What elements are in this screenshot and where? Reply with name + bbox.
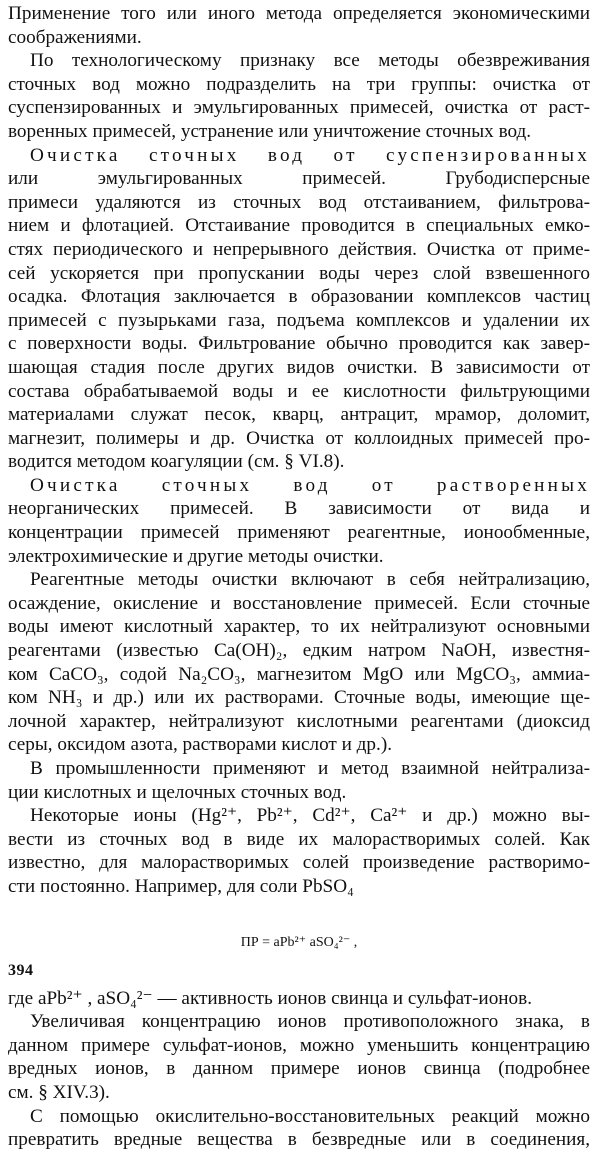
paragraph-intro — [8, 2, 590, 49]
text-line: стях периодического и непрерывного действия. Очистка от приме- — [8, 238, 590, 260]
section-dissolved-impurities — [8, 474, 590, 568]
text-line: реагентами (известью Ca(OH)₂, едким натром NaOH, известня- — [8, 640, 590, 662]
text-line: воды имеют кислотный характер, то их нейтрализуют основными — [8, 616, 590, 638]
page-number: 394 — [8, 962, 34, 979]
paragraph-precipitation — [8, 804, 590, 898]
text-line: концентрации примесей применяют реагентные, ионообменные, — [8, 522, 590, 544]
section-heading-line: неорганических примесей. В зависимости от вида и — [8, 498, 590, 520]
text-line: сей ускоряется при пропускании воды через слой взвешенного — [8, 262, 590, 284]
solubility-product-formula: ПР = aPb²⁺ aSO₄²⁻ , — [240, 935, 358, 951]
text-line: материалами служат песок, кварц, антрацит, мрамор, доломит, — [8, 404, 590, 426]
paragraph-concentration — [8, 1010, 590, 1104]
text-line: данном примере сульфат-ионов, можно уменьшить концентрацию — [8, 1034, 590, 1056]
text-line: шающая стадия после других видов очистки. В зависимости от — [8, 356, 590, 378]
section-heading-line: или эмульгированных примесей. Грубодисперсные — [8, 168, 590, 190]
section-suspended-impurities — [8, 144, 590, 474]
text-line: Увеличивая концентрацию ионов противоположного знака, в — [30, 1011, 590, 1033]
text-line: ком CaCO₃, содой Na₂CO₃, магнезитом MgO или MgCO₃, аммиа- — [8, 663, 590, 685]
text-line: известно, для малорастворимых солей произведение растворимо- — [8, 852, 590, 874]
text-line: вредных ионов, в данном примере ионов свинца (подробнее — [8, 1058, 590, 1080]
text-line: с поверхности воды. Фильтрование обычно проводится как завер- — [8, 333, 590, 355]
text-line: нием и флотацией. Отстаивание проводится в специальных емко- — [8, 215, 590, 237]
paragraph-activity — [8, 987, 590, 1011]
text-line: магнезит, полимеры и др. Очистка от коллоидных примесей про- — [8, 427, 590, 449]
paragraph-reagent-methods — [8, 568, 590, 757]
text-line: суспензированных и эмульгированных примесей, очистка от раст- — [8, 97, 590, 119]
text-line: С помощью окислительно-восстановительных реакций можно — [30, 1105, 590, 1127]
text-line: Применение того или иного метода определяется экономическими — [8, 3, 590, 24]
text-line: сти постоянно. Например, для соли PbSO₄ — [8, 875, 354, 897]
text-line: примеси удаляются из сточных вод отстаиванием, фильтрова- — [8, 191, 590, 213]
text-line: см. § XIV.3). — [8, 1081, 110, 1103]
text-line: водится методом коагуляции (см. § VI.8). — [8, 451, 345, 473]
text-line: примесей с пузырьками газа, подъема комплексов и удалении их — [8, 309, 590, 331]
section-heading-line: Очистка сточных вод от суспензированных — [30, 144, 590, 166]
text-line: состава обрабатываемой воды и ее кислотности фильтрующими — [8, 380, 590, 402]
text-line: лочной характер, нейтрализуют кислотными реагентами (диоксид — [8, 710, 590, 732]
paragraph-mutual-neutralization — [8, 757, 590, 804]
text-line: В промышленности применяют и метод взаимной нейтрализа- — [30, 758, 590, 779]
text-line: осадка. Флотация заключается в образовании комплексов частиц — [8, 286, 590, 308]
text-line: Реагентные методы очистки включают в себя нейтрализацию, — [30, 569, 590, 591]
text-line: серы, оксидом азота, растворами кислот и др.). — [8, 734, 393, 756]
text-line: По технологическому признаку все методы обезвреживания — [30, 50, 590, 72]
text-line: воренных примесей, устранение или уничтожение сточных вод. — [8, 120, 532, 142]
paragraph-classification — [8, 49, 590, 143]
section-heading-line: Очистка сточных вод от растворенных — [30, 474, 590, 496]
text-line: ции кислотных и щелочных сточных вод. — [8, 781, 347, 803]
text-line: превратить вредные вещества в безвредные или в соединения, — [8, 1129, 590, 1151]
text-line: где aPb²⁺ , aSO₄²⁻ — активность ионов свинца и сульфат-ионов. — [8, 987, 533, 1009]
text-line: соображениями. — [8, 26, 142, 48]
text-line: осаждение, окисление и восстановление примесей. Если сточные — [8, 592, 590, 614]
text-line: вести из сточных вод в виде их малорастворимых солей. Как — [8, 828, 590, 850]
paragraph-redox — [8, 1105, 590, 1152]
text-line: электрохимические и другие методы очистки. — [8, 545, 384, 567]
text-line: сточных вод можно подразделить на три группы: очистка от — [8, 73, 590, 95]
text-line: Некоторые ионы (Hg²⁺, Pb²⁺, Cd²⁺, Ca²⁺ и др.) можно вы- — [30, 805, 590, 827]
text-line: ком NH₃ и др.) или их растворами. Сточные воды, имеющие ще- — [8, 687, 590, 709]
